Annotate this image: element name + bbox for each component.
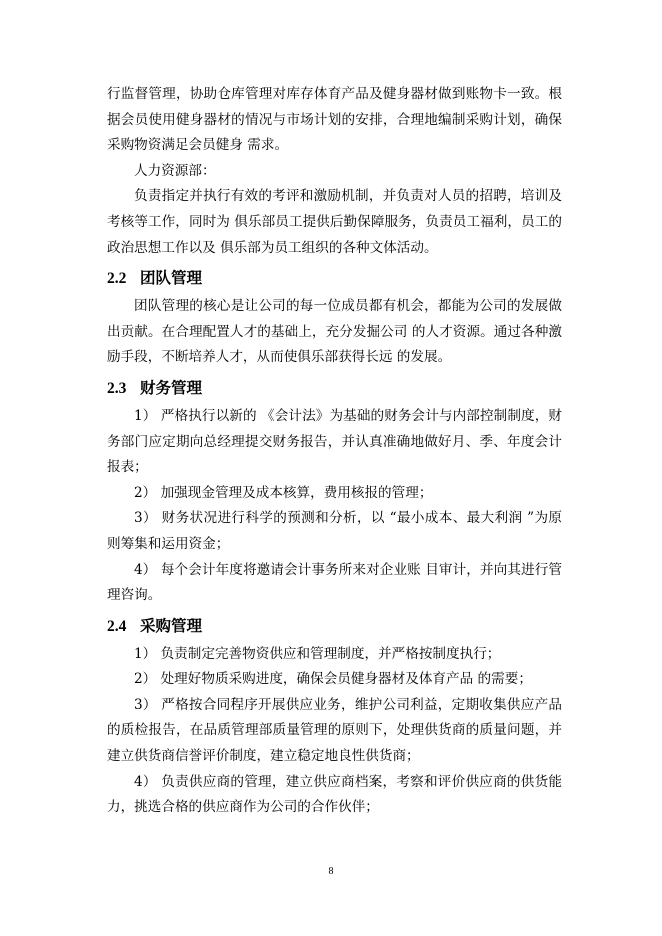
- finance-item-4: 4） 每个会计年度将邀请会计事务所来对企业账 目审计，并向其进行管理咨询。: [107, 561, 562, 604]
- section-heading-procurement: [107, 614, 562, 639]
- procurement-item-1: 1） 负责制定完善物资供应和管理制度，并严格按制度执行；: [134, 645, 501, 662]
- section-title: 采购管理: [140, 616, 203, 635]
- finance-item-3: 3） 财务状况进行科学的预测和分析，以 “最小成本、最大利润 ”为原则筹集和运用资金；: [107, 510, 562, 552]
- team-paragraph-1: 团队管理的核心是让公司的每一位成员都有机会，都能为公司的发展做出贡献。在合理配置人才的基础上，充分发掘公司 的人才资源。通过各种激励手段，不断培养人才，从而使俱乐部获得长远 的发展。: [107, 298, 562, 366]
- finance-item-2: 2） 加强现金管理及成本核算，费用核报的管理；: [134, 484, 433, 501]
- section-title: 团队管理: [140, 269, 203, 288]
- section-number: 2.3: [107, 379, 127, 397]
- section-heading-team: [107, 266, 562, 291]
- procurement-item-4: 4） 负责供应商的管理，建立供应商档案，考察和评价供应商的供货能力，挑选合格的供应商作为公司的合作伙伴；: [107, 773, 562, 816]
- section-number: 2.2: [107, 270, 127, 288]
- page-content: [107, 82, 562, 821]
- intro-paragraph-1: 行监督管理，协助仓库管理对库存体育产品及健身器材做到账物卡一致。根据会员使用健身器材的情况与市场计划的安排，合理地编制采购计划，确保采购物资满足会员健身 需求。: [107, 86, 562, 154]
- section-heading-finance: [107, 376, 562, 401]
- procurement-item-3: 3） 严格按合同程序开展供应业务，维护公司利益，定期收集供应产品的质检报告，在品质管理部质量管理的原则下，处理供货商的质量问题，并建立供货商信誉评价制度，建立稳定地良性供货商；: [107, 696, 562, 765]
- section-number: 2.4: [107, 617, 127, 635]
- finance-item-1: 1） 严格执行以新的 《会计法》为基础的财务会计与内部控制制度，财务部门应定期向总经理提交财务报告，并认真准确地做好月、季、年度会计报表；: [107, 407, 562, 476]
- page-number: 8: [328, 866, 334, 877]
- hr-department-paragraph: 负责指定并执行有效的考评和激励机制，并负责对人员的招聘，培训及考核等工作，同时为 俱乐部员工提供后勤保障服务，负责员工福利，员工的政治思想工作以及 俱乐部为员工组织的各种文体活动。: [107, 188, 562, 256]
- procurement-item-2: 2） 处理好物质采购进度，确保会员健身器材及体育产品 的需要；: [134, 671, 532, 688]
- section-title: 财务管理: [140, 378, 203, 397]
- hr-department-heading: 人力资源部：: [134, 162, 216, 179]
